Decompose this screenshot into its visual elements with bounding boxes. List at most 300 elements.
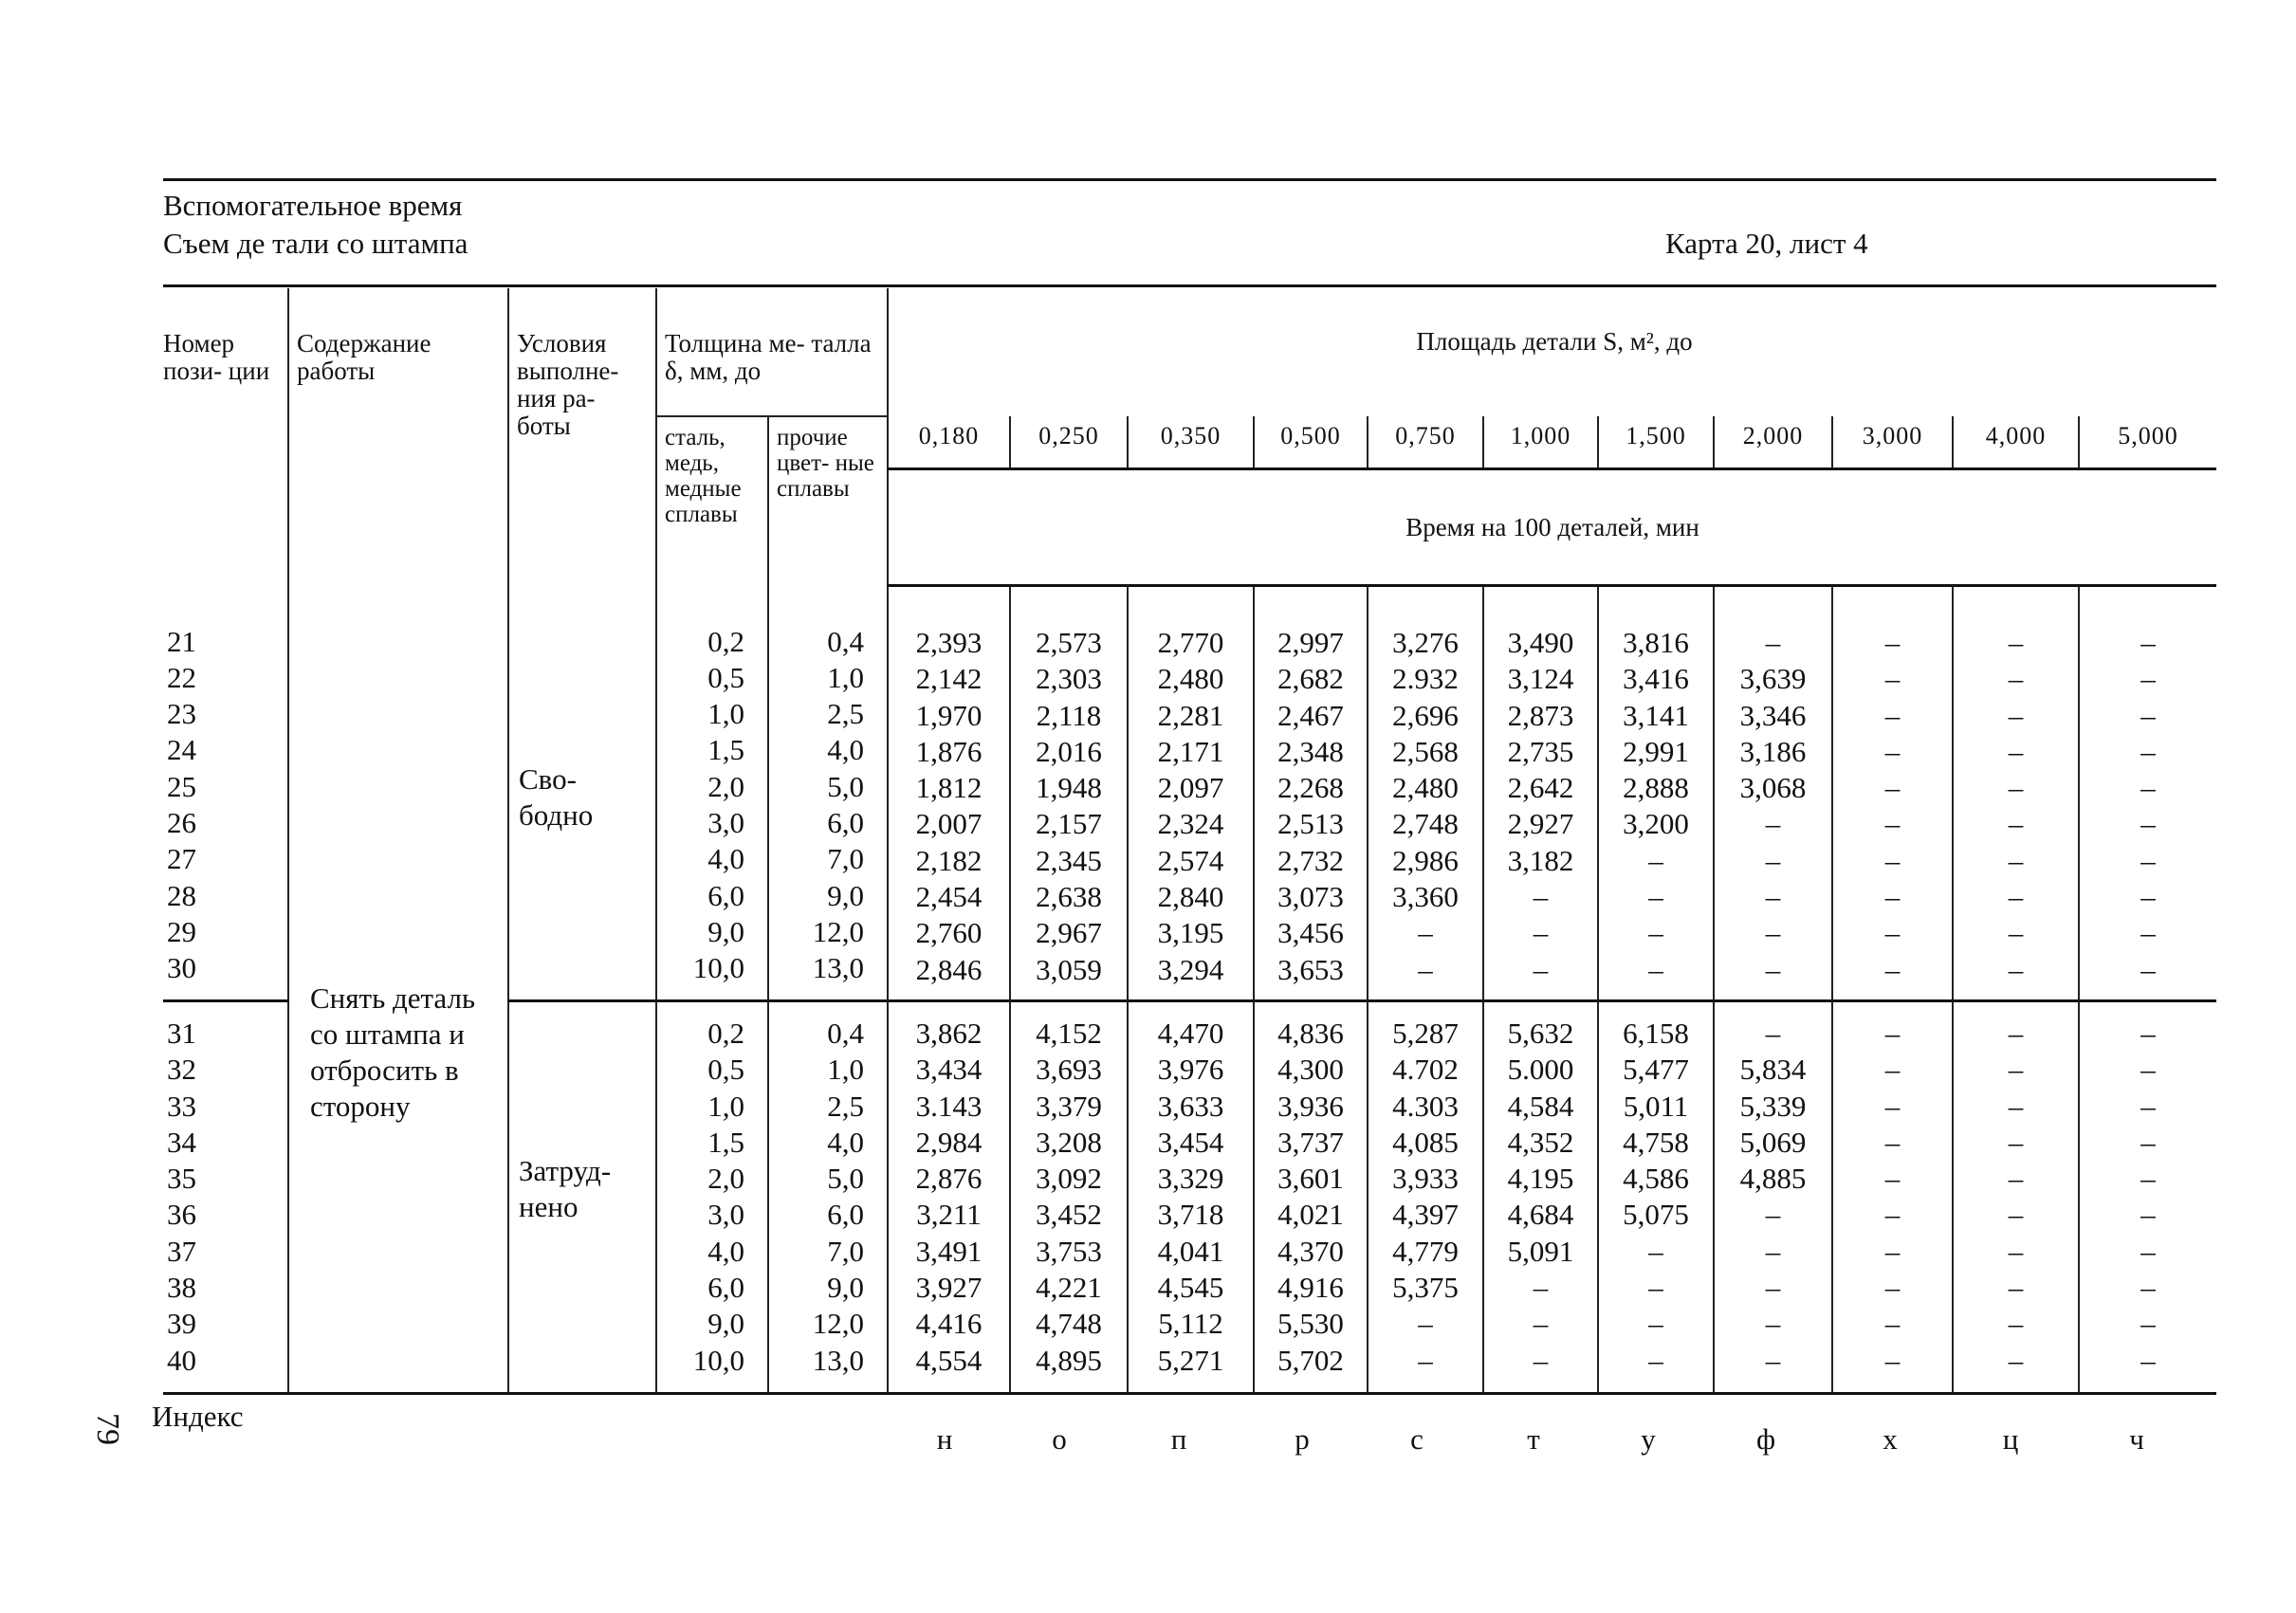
area-value: 0,250 [1010, 416, 1128, 469]
time-column [1598, 1000, 1714, 1393]
time-table [163, 288, 2216, 1395]
cell-value: 3,208 [1036, 1125, 1102, 1159]
page-number: 79 [90, 1413, 125, 1445]
area-value: 5,000 [2079, 416, 2216, 469]
cell-value: 22 [167, 660, 196, 694]
cell-value: – [1648, 952, 1663, 986]
time-column [1254, 1000, 1368, 1393]
cell-value: 2,770 [1157, 626, 1224, 659]
cell-value: 2,303 [1036, 662, 1102, 696]
cell-value: – [2008, 880, 2024, 914]
cell-value: – [2140, 698, 2156, 732]
cell-value: 5,271 [1157, 1343, 1224, 1377]
cell-value: – [2008, 1271, 2024, 1305]
cell-value: 2,171 [1157, 734, 1224, 768]
cell-value: – [1884, 698, 1901, 732]
cell-value: 4,554 [915, 1343, 983, 1377]
cell-value: – [2140, 1162, 2156, 1196]
cell-value: 4,397 [1392, 1198, 1459, 1232]
cell-value: – [2008, 1125, 2024, 1159]
cell-value: 38 [167, 1271, 196, 1305]
cell-value: – [2008, 1162, 2024, 1196]
cell-value: 34 [167, 1125, 196, 1159]
cell-value: 3,276 [1392, 626, 1459, 659]
cell-value: 2,182 [915, 843, 983, 877]
cell-value: 5,0 [827, 769, 865, 803]
cell-value: – [2140, 662, 2156, 696]
cell-value: – [2008, 626, 2024, 659]
cell-value: 2,097 [1157, 771, 1224, 805]
cell-value: 4,684 [1507, 1198, 1574, 1232]
header-line-2: Съем де тали со штампа [163, 227, 468, 260]
col-steel-header: сталь, медь, медные сплавы [656, 416, 768, 586]
area-value: 0,350 [1128, 416, 1254, 469]
cell-value: – [2140, 843, 2156, 877]
top-rule [163, 178, 2216, 181]
cell-value: 5,530 [1277, 1307, 1344, 1341]
cell-value: 2,0 [707, 769, 744, 803]
cell-value: 39 [167, 1307, 196, 1341]
cell-value: 3,927 [915, 1271, 983, 1305]
cell-value: – [1648, 880, 1663, 914]
cell-value: 5,112 [1158, 1307, 1223, 1341]
time-column [1010, 1000, 1128, 1393]
cell-value: – [1648, 843, 1663, 877]
cell-value: 2,573 [1036, 626, 1102, 659]
cell-value: 4,779 [1392, 1234, 1459, 1268]
cell-value: – [1648, 1271, 1663, 1305]
cell-value: 6,0 [707, 878, 744, 912]
cell-value: 5,0 [827, 1162, 865, 1196]
cell-value: 2,281 [1157, 698, 1224, 732]
index-letter: о [1052, 1422, 1067, 1456]
cell-value: 3,124 [1507, 662, 1574, 696]
cell-value: 2,007 [915, 807, 983, 841]
cell-value: 6,0 [827, 805, 865, 839]
cell-value: – [1884, 1016, 1901, 1050]
cell-value: 9,0 [707, 914, 744, 948]
cell-value: 40 [167, 1343, 196, 1377]
cell-value: – [2008, 771, 2024, 805]
card-label: Карта 20, лист 4 [1665, 227, 1868, 260]
index-letter: т [1527, 1422, 1540, 1456]
cell-value: 0,4 [827, 624, 865, 658]
cell-value: 4,586 [1623, 1162, 1689, 1196]
cell-value: 3,182 [1507, 843, 1574, 877]
cell-value: 2,268 [1277, 771, 1344, 805]
cell-value: 10,0 [692, 1343, 744, 1377]
time-column [2079, 586, 2216, 1001]
cell-value: 3,737 [1277, 1125, 1344, 1159]
cell-value: 12,0 [812, 914, 865, 948]
cell-value: – [2008, 1307, 2024, 1341]
cell-value: – [1884, 1089, 1901, 1123]
position-cell [163, 586, 288, 1001]
cell-value: 2,118 [1036, 698, 1102, 732]
cell-value: 3,141 [1623, 698, 1689, 732]
cell-value: 4,152 [1036, 1016, 1102, 1050]
cell-value: 5,069 [1739, 1125, 1807, 1159]
time-column [1714, 586, 1832, 1001]
cell-value: – [2008, 1198, 2024, 1232]
cell-value: 6,0 [707, 1271, 744, 1305]
cell-value: 10,0 [692, 951, 744, 985]
cell-value: 2,393 [915, 626, 983, 659]
cell-value: 29 [167, 914, 196, 948]
cell-value: – [2008, 807, 2024, 841]
cell-value: – [1418, 1307, 1433, 1341]
cell-value: 2,480 [1392, 771, 1459, 805]
cell-value: – [1533, 880, 1549, 914]
time-column [1953, 586, 2079, 1001]
cell-value: – [1765, 1198, 1781, 1232]
time-column [1368, 1000, 1483, 1393]
cell-value: 3,633 [1157, 1089, 1224, 1123]
cell-value: 13,0 [812, 1343, 865, 1377]
cell-value: 2,638 [1036, 880, 1102, 914]
cell-value: 3,936 [1277, 1089, 1344, 1123]
index-label: Индекс [152, 1400, 244, 1433]
cell-value: 2,876 [915, 1162, 983, 1196]
cell-value: 3,452 [1036, 1198, 1102, 1232]
cell-value: 3,653 [1277, 952, 1344, 986]
cell-value: – [1765, 1343, 1781, 1377]
cell-value: 3,346 [1739, 698, 1807, 732]
cell-value: 2,696 [1392, 698, 1459, 732]
cell-value: 5,632 [1507, 1016, 1574, 1050]
cell-value: – [2140, 626, 2156, 659]
cell-value: 2,682 [1277, 662, 1344, 696]
cell-value: 5,011 [1623, 1089, 1689, 1123]
time-column [2079, 1000, 2216, 1393]
cell-value: – [1884, 734, 1901, 768]
cell-value: 4,416 [915, 1307, 983, 1341]
cell-value: 31 [167, 1016, 196, 1050]
cell-value: – [2008, 1089, 2024, 1123]
cell-value: – [2140, 734, 2156, 768]
cell-value: 2,345 [1036, 843, 1102, 877]
cell-value: – [1418, 916, 1433, 950]
cell-value: 2,568 [1392, 734, 1459, 768]
cell-value: 5,075 [1623, 1198, 1689, 1232]
cell-value: 2,984 [915, 1125, 983, 1159]
table-header [163, 288, 2216, 586]
cell-value: – [1648, 916, 1663, 950]
cell-value: – [1884, 807, 1901, 841]
cell-value: 2,5 [827, 697, 865, 731]
cell-value: 4,352 [1507, 1125, 1574, 1159]
cell-value: 2,5 [827, 1089, 865, 1123]
cell-value: 4,085 [1392, 1125, 1459, 1159]
cell-value: 4,041 [1157, 1234, 1224, 1268]
cell-value: 5,477 [1623, 1053, 1689, 1087]
time-column [1953, 1000, 2079, 1393]
cell-value: 21 [167, 624, 196, 658]
cell-value: – [1884, 1343, 1901, 1377]
cell-value: 6,158 [1623, 1016, 1689, 1050]
cell-value: – [2140, 1053, 2156, 1087]
cell-value: – [1648, 1234, 1663, 1268]
cell-value: – [1765, 880, 1781, 914]
cell-value: 3,454 [1157, 1125, 1224, 1159]
other-thickness-cell [768, 586, 888, 1001]
index-letter: п [1170, 1422, 1187, 1456]
cell-value: 5,287 [1392, 1016, 1459, 1050]
area-value: 0,180 [888, 416, 1010, 469]
cell-value: – [2008, 662, 2024, 696]
cell-value: – [1533, 952, 1549, 986]
time-column [1714, 1000, 1832, 1393]
time-column [1483, 586, 1598, 1001]
cell-value: 3,693 [1036, 1053, 1102, 1087]
cell-value: – [2140, 916, 2156, 950]
area-value: 0,750 [1368, 416, 1483, 469]
time-column [1598, 586, 1714, 1001]
cell-value: 2,760 [915, 916, 983, 950]
cell-value: 2,467 [1277, 698, 1344, 732]
cell-value: 3,601 [1277, 1162, 1344, 1196]
cell-value: 9,0 [827, 878, 865, 912]
cell-value: 0,4 [827, 1016, 865, 1050]
cell-value: – [1765, 843, 1781, 877]
cell-value: 1,876 [915, 734, 983, 768]
steel-thickness-cell [656, 1000, 768, 1393]
cell-value: 3,379 [1036, 1089, 1102, 1123]
area-value: 2,000 [1714, 416, 1832, 469]
col-work-header: Содержание работы [288, 288, 508, 586]
cell-value: 35 [167, 1162, 196, 1196]
cell-value: 3,490 [1507, 626, 1574, 659]
cell-value: 2,574 [1157, 843, 1224, 877]
cell-value: – [1765, 807, 1781, 841]
index-letter: х [1883, 1422, 1898, 1456]
cell-value: 1,5 [707, 1125, 744, 1159]
cell-value: 4,545 [1157, 1271, 1224, 1305]
cell-value: 0,2 [707, 1016, 744, 1050]
cell-value: 12,0 [812, 1307, 865, 1341]
cell-value: 3,059 [1036, 952, 1102, 986]
cell-value: 3,416 [1623, 662, 1689, 696]
cell-value: – [1884, 1162, 1901, 1196]
cell-value: – [1418, 952, 1433, 986]
col-pos-header: Номер пози- ции [163, 329, 270, 385]
cell-value: – [1533, 916, 1549, 950]
cell-value: 2,642 [1507, 771, 1574, 805]
cell-value: – [1884, 1271, 1901, 1305]
cell-value: – [2140, 1016, 2156, 1050]
condition-text: Затруд- нено [519, 1153, 612, 1223]
cell-value: 2,748 [1392, 807, 1459, 841]
cell-value: 1,5 [707, 733, 744, 767]
cell-value: – [1533, 1343, 1549, 1377]
area-value: 1,500 [1598, 416, 1714, 469]
cell-value: – [2008, 1234, 2024, 1268]
cell-value: 1,0 [707, 1089, 744, 1123]
cell-value: – [1884, 771, 1901, 805]
cell-value: – [2008, 1053, 2024, 1087]
cell-value: – [2008, 698, 2024, 732]
cell-value: 3,976 [1157, 1053, 1224, 1087]
time-column [1483, 1000, 1598, 1393]
cell-value: – [2140, 1198, 2156, 1232]
cell-value: 32 [167, 1053, 196, 1087]
cell-value: 33 [167, 1089, 196, 1123]
time-column [1128, 1000, 1254, 1393]
time-column [1254, 586, 1368, 1001]
cell-value: – [1765, 1016, 1781, 1050]
cell-value: 1,0 [827, 1053, 865, 1087]
cell-value: 3,294 [1157, 952, 1224, 986]
cell-value: – [2140, 1125, 2156, 1159]
cell-value: – [2140, 952, 2156, 986]
cell-value: 4,748 [1036, 1307, 1102, 1341]
cell-value: 3,092 [1036, 1162, 1102, 1196]
cell-value: – [1884, 1125, 1901, 1159]
cell-value: – [1884, 1234, 1901, 1268]
cell-value: 3,718 [1157, 1198, 1224, 1232]
work-text: Снять деталь со штампа и отбросить в сторону [310, 981, 476, 1123]
cell-value: 25 [167, 769, 196, 803]
cell-value: 2,888 [1623, 771, 1689, 805]
cell-value: 4,0 [827, 1125, 865, 1159]
time-header: Время на 100 деталей, мин [888, 469, 2216, 586]
cell-value: 1,812 [915, 771, 983, 805]
index-letter: ц [2002, 1422, 2019, 1456]
cell-value: 2,157 [1036, 807, 1102, 841]
cell-value: – [1884, 916, 1901, 950]
cell-value: 2,142 [915, 662, 983, 696]
header-rule [163, 284, 2216, 287]
cell-value: 4.303 [1392, 1089, 1459, 1123]
cell-value: 4,370 [1277, 1234, 1344, 1268]
cell-value: 4,758 [1623, 1125, 1689, 1159]
cell-value: 3.143 [915, 1089, 983, 1123]
cell-value: 7,0 [827, 1234, 865, 1268]
cell-value: 24 [167, 733, 196, 767]
cell-value: – [2140, 1307, 2156, 1341]
index-letter: с [1410, 1422, 1424, 1456]
cell-value: 3,456 [1277, 916, 1344, 950]
cell-value: – [1765, 626, 1781, 659]
cell-value: – [1533, 1271, 1549, 1305]
position-cell [163, 1000, 288, 1393]
cell-value: 3,434 [915, 1053, 983, 1087]
cell-value: 13,0 [812, 951, 865, 985]
cell-value: 3,933 [1392, 1162, 1459, 1196]
cell-value: 4,021 [1277, 1198, 1344, 1232]
cell-value: 3,360 [1392, 880, 1459, 914]
cell-value: 3,073 [1277, 880, 1344, 914]
index-letter: р [1295, 1422, 1310, 1456]
cell-value: 5,375 [1392, 1271, 1459, 1305]
other-thickness-cell [768, 1000, 888, 1393]
cell-value: 2,873 [1507, 698, 1574, 732]
cell-value: 2.932 [1392, 662, 1459, 696]
cell-value: 4,836 [1277, 1016, 1344, 1050]
cell-value: – [2008, 916, 2024, 950]
cell-value: 4,916 [1277, 1271, 1344, 1305]
cell-value: 37 [167, 1234, 196, 1268]
cell-value: 4,895 [1036, 1343, 1102, 1377]
cell-value: 3,753 [1036, 1234, 1102, 1268]
table-row-group [163, 586, 2216, 1001]
cell-value: 1,0 [707, 697, 744, 731]
cell-value: 30 [167, 951, 196, 985]
cell-value: 2,348 [1277, 734, 1344, 768]
cell-value: – [1884, 952, 1901, 986]
cell-value: 4,0 [827, 733, 865, 767]
cell-value: – [2008, 1343, 2024, 1377]
cell-value: 3,329 [1157, 1162, 1224, 1196]
cell-value: 5,339 [1739, 1089, 1807, 1123]
cell-value: – [1765, 1307, 1781, 1341]
time-column [888, 586, 1010, 1001]
cell-value: 1,970 [915, 698, 983, 732]
condition-text: Сво- бодно [519, 761, 594, 832]
cell-value: – [1648, 1307, 1663, 1341]
cell-value: – [2140, 1271, 2156, 1305]
cell-value: – [1533, 1307, 1549, 1341]
index-letter: ч [2129, 1422, 2144, 1456]
time-column [1832, 586, 1953, 1001]
cell-value: 27 [167, 842, 196, 876]
area-value: 3,000 [1832, 416, 1953, 469]
cell-value: 28 [167, 878, 196, 912]
cell-value: 2,732 [1277, 843, 1344, 877]
cell-value: – [1884, 880, 1901, 914]
cell-value: 4,584 [1507, 1089, 1574, 1123]
cell-value: – [2008, 1016, 2024, 1050]
cell-value: 3,186 [1739, 734, 1807, 768]
cell-value: 23 [167, 697, 196, 731]
index-letter: ф [1755, 1422, 1776, 1456]
cell-value: 3,211 [916, 1198, 982, 1232]
cell-value: – [1765, 952, 1781, 986]
cell-value: 3,862 [915, 1016, 983, 1050]
cell-value: – [1884, 1198, 1901, 1232]
cell-value: 2,0 [707, 1162, 744, 1196]
col-thick-header: Толщина ме- талла δ, мм, до [656, 288, 888, 416]
work-cell [288, 586, 508, 1394]
col-area-header: Площадь детали S, м², до [888, 288, 2216, 416]
time-column [888, 1000, 1010, 1393]
condition-cell [508, 586, 656, 1001]
table-body [163, 586, 2216, 1394]
cell-value: – [1765, 1234, 1781, 1268]
time-column [1010, 586, 1128, 1001]
cell-value: 4,300 [1277, 1053, 1344, 1087]
cell-value: – [1765, 1271, 1781, 1305]
cell-value: 1,0 [827, 660, 865, 694]
cell-value: 3,0 [707, 805, 744, 839]
cell-value: 5,834 [1739, 1053, 1807, 1087]
cell-value: 9,0 [827, 1271, 865, 1305]
cell-value: – [1884, 843, 1901, 877]
cell-value: 2,997 [1277, 626, 1344, 659]
cell-value: 2,986 [1392, 843, 1459, 877]
area-value: 0,500 [1254, 416, 1368, 469]
cell-value: – [2140, 880, 2156, 914]
cell-value: 2,016 [1036, 734, 1102, 768]
time-column [1128, 586, 1254, 1001]
header-line-1: Вспомогательное время [163, 189, 463, 222]
col-cond-header: Условия выполне- ния ра- боты [508, 288, 656, 586]
cell-value: – [2140, 771, 2156, 805]
cell-value: 9,0 [707, 1307, 744, 1341]
cell-value: – [1884, 626, 1901, 659]
time-column [1368, 586, 1483, 1001]
cell-value: 2,840 [1157, 880, 1224, 914]
